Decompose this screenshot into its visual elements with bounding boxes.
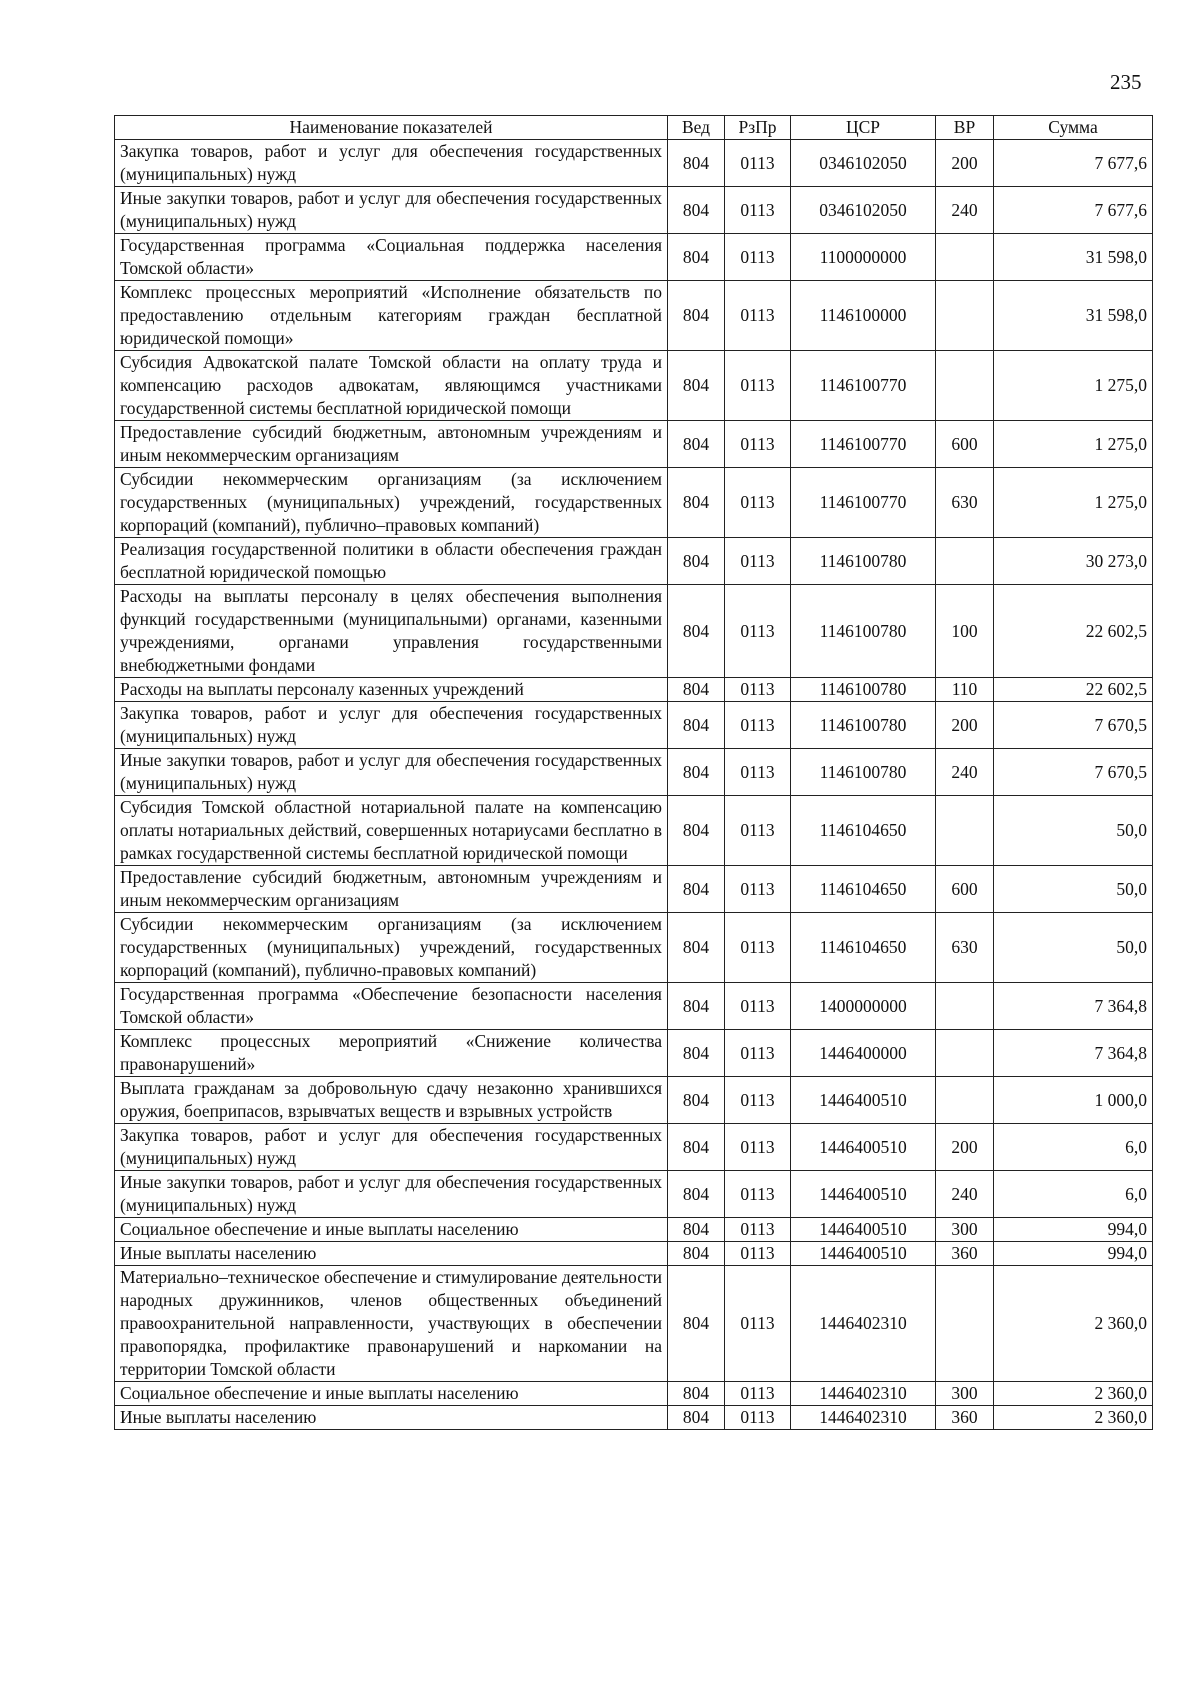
page-number: 235 (1110, 70, 1142, 94)
row-name-cell: Закупка товаров, работ и услуг для обеспечения государственных (муниципальных) нужд (115, 702, 668, 749)
table-row (115, 1218, 1153, 1242)
row-rzpr-cell: 0113 (725, 702, 791, 749)
header-vr: ВР (936, 116, 994, 140)
row-csr-cell: 1146100780 (791, 749, 936, 796)
row-vr-cell: 300 (936, 1218, 994, 1242)
row-ved-cell: 804 (668, 281, 725, 351)
row-sum-cell: 7 364,8 (994, 1030, 1153, 1077)
row-name-cell: Субсидии некоммерческим организациям (за исключением государственных (муниципальных) учреждений, государственных корпораций (компаний), публично-правовых компаний) (115, 913, 668, 983)
row-ved-cell: 804 (668, 866, 725, 913)
row-ved-cell: 804 (668, 913, 725, 983)
table-row (115, 1030, 1153, 1077)
table-row (115, 421, 1153, 468)
row-csr-cell: 1146100780 (791, 585, 936, 678)
table-row (115, 1266, 1153, 1382)
row-vr-cell: 100 (936, 585, 994, 678)
table-row (115, 913, 1153, 983)
row-ved-cell: 804 (668, 1266, 725, 1382)
row-rzpr-cell: 0113 (725, 796, 791, 866)
header-name: Наименование показателей (115, 116, 668, 140)
row-ved-cell: 804 (668, 1171, 725, 1218)
row-vr-cell: 110 (936, 678, 994, 702)
row-sum-cell: 1 275,0 (994, 351, 1153, 421)
table-row (115, 468, 1153, 538)
row-ved-cell: 804 (668, 538, 725, 585)
row-vr-cell (936, 983, 994, 1030)
table-row (115, 1171, 1153, 1218)
row-rzpr-cell: 0113 (725, 187, 791, 234)
row-csr-cell: 0346102050 (791, 187, 936, 234)
row-name-cell: Предоставление субсидий бюджетным, автономным учреждениям и иным некоммерческим организациям (115, 421, 668, 468)
row-sum-cell: 30 273,0 (994, 538, 1153, 585)
header-rzpr: РзПр (725, 116, 791, 140)
row-vr-cell (936, 234, 994, 281)
row-rzpr-cell: 0113 (725, 1077, 791, 1124)
header-csr: ЦСР (791, 116, 936, 140)
row-ved-cell: 804 (668, 1077, 725, 1124)
row-name-cell: Выплата гражданам за добровольную сдачу незаконно хранившихся оружия, боеприпасов, взрывчатых веществ и взрывных устройств (115, 1077, 668, 1124)
row-csr-cell: 1146104650 (791, 796, 936, 866)
row-csr-cell: 1146100780 (791, 702, 936, 749)
row-sum-cell: 6,0 (994, 1124, 1153, 1171)
row-csr-cell: 1146100000 (791, 281, 936, 351)
row-csr-cell: 1146100780 (791, 538, 936, 585)
row-csr-cell: 1446400510 (791, 1124, 936, 1171)
table-header-row (115, 116, 1153, 140)
row-csr-cell: 1400000000 (791, 983, 936, 1030)
header-ved: Вед (668, 116, 725, 140)
row-vr-cell: 630 (936, 468, 994, 538)
row-name-cell: Государственная программа «Обеспечение безопасности населения Томской области» (115, 983, 668, 1030)
row-rzpr-cell: 0113 (725, 913, 791, 983)
row-rzpr-cell: 0113 (725, 866, 791, 913)
row-vr-cell: 240 (936, 187, 994, 234)
row-rzpr-cell: 0113 (725, 281, 791, 351)
row-rzpr-cell: 0113 (725, 1124, 791, 1171)
row-vr-cell: 240 (936, 1171, 994, 1218)
table-row (115, 749, 1153, 796)
row-sum-cell: 994,0 (994, 1218, 1153, 1242)
row-vr-cell (936, 351, 994, 421)
row-vr-cell: 240 (936, 749, 994, 796)
row-name-cell: Иные закупки товаров, работ и услуг для обеспечения государственных (муниципальных) нужд (115, 1171, 668, 1218)
table-row (115, 796, 1153, 866)
table-row (115, 1406, 1153, 1430)
row-vr-cell (936, 1077, 994, 1124)
row-name-cell: Государственная программа «Социальная поддержка населения Томской области» (115, 234, 668, 281)
row-ved-cell: 804 (668, 702, 725, 749)
row-ved-cell: 804 (668, 678, 725, 702)
row-sum-cell: 6,0 (994, 1171, 1153, 1218)
row-name-cell: Субсидии некоммерческим организациям (за исключением государственных (муниципальных) учреждений, государственных корпораций (компаний), публично–правовых компаний) (115, 468, 668, 538)
row-sum-cell: 1 275,0 (994, 468, 1153, 538)
row-name-cell: Иные выплаты населению (115, 1406, 668, 1430)
row-csr-cell: 1146104650 (791, 913, 936, 983)
row-vr-cell: 600 (936, 866, 994, 913)
table-row (115, 234, 1153, 281)
row-sum-cell: 1 275,0 (994, 421, 1153, 468)
row-csr-cell: 1446402310 (791, 1382, 936, 1406)
row-rzpr-cell: 0113 (725, 468, 791, 538)
row-rzpr-cell: 0113 (725, 1242, 791, 1266)
table-row (115, 351, 1153, 421)
row-name-cell: Субсидия Адвокатской палате Томской области на оплату труда и компенсацию расходов адвокатам, являющимся участниками государственной системы бесплатной юридической помощи (115, 351, 668, 421)
table-row (115, 1124, 1153, 1171)
row-name-cell: Иные выплаты населению (115, 1242, 668, 1266)
row-csr-cell: 1446400510 (791, 1242, 936, 1266)
row-ved-cell: 804 (668, 351, 725, 421)
row-name-cell: Субсидия Томской областной нотариальной палате на компенсацию оплаты нотариальных действий, совершенных нотариусами бесплатно в рамках государственной системы бесплатной юридической помощи (115, 796, 668, 866)
row-vr-cell: 200 (936, 140, 994, 187)
table-row (115, 538, 1153, 585)
row-name-cell: Материально–техническое обеспечение и стимулирование деятельности народных дружинников, членов общественных объединений правоохранительной направленности, участвующих в обеспечении правопорядка, профилактике правонарушений и наркомании на территории Томской области (115, 1266, 668, 1382)
row-ved-cell: 804 (668, 1030, 725, 1077)
row-vr-cell (936, 281, 994, 351)
row-ved-cell: 804 (668, 796, 725, 866)
row-name-cell: Реализация государственной политики в области обеспечения граждан бесплатной юридической помощью (115, 538, 668, 585)
header-sum: Сумма (994, 116, 1153, 140)
row-ved-cell: 804 (668, 1218, 725, 1242)
row-vr-cell: 360 (936, 1406, 994, 1430)
row-vr-cell (936, 1266, 994, 1382)
table-row (115, 187, 1153, 234)
row-ved-cell: 804 (668, 140, 725, 187)
row-rzpr-cell: 0113 (725, 1266, 791, 1382)
row-sum-cell: 50,0 (994, 796, 1153, 866)
table-row (115, 140, 1153, 187)
row-ved-cell: 804 (668, 234, 725, 281)
row-csr-cell: 1146104650 (791, 866, 936, 913)
row-name-cell: Закупка товаров, работ и услуг для обеспечения государственных (муниципальных) нужд (115, 140, 668, 187)
row-sum-cell: 22 602,5 (994, 678, 1153, 702)
row-sum-cell: 1 000,0 (994, 1077, 1153, 1124)
row-sum-cell: 2 360,0 (994, 1266, 1153, 1382)
row-sum-cell: 7 670,5 (994, 702, 1153, 749)
row-name-cell: Закупка товаров, работ и услуг для обеспечения государственных (муниципальных) нужд (115, 1124, 668, 1171)
table-row (115, 1077, 1153, 1124)
table-row (115, 281, 1153, 351)
row-ved-cell: 804 (668, 1406, 725, 1430)
table-row (115, 678, 1153, 702)
row-csr-cell: 1446402310 (791, 1406, 936, 1430)
row-sum-cell: 50,0 (994, 866, 1153, 913)
row-rzpr-cell: 0113 (725, 351, 791, 421)
row-csr-cell: 1446400510 (791, 1218, 936, 1242)
row-csr-cell: 1446402310 (791, 1266, 936, 1382)
table-row (115, 702, 1153, 749)
row-csr-cell: 1146100780 (791, 678, 936, 702)
row-sum-cell: 50,0 (994, 913, 1153, 983)
row-vr-cell (936, 1030, 994, 1077)
row-ved-cell: 804 (668, 585, 725, 678)
table-body (115, 140, 1153, 1430)
row-vr-cell: 200 (936, 1124, 994, 1171)
row-sum-cell: 7 364,8 (994, 983, 1153, 1030)
row-csr-cell: 1446400000 (791, 1030, 936, 1077)
row-sum-cell: 7 670,5 (994, 749, 1153, 796)
row-rzpr-cell: 0113 (725, 585, 791, 678)
row-vr-cell (936, 538, 994, 585)
row-rzpr-cell: 0113 (725, 421, 791, 468)
row-name-cell: Расходы на выплаты персоналу казенных учреждений (115, 678, 668, 702)
row-vr-cell (936, 796, 994, 866)
row-name-cell: Комплекс процессных мероприятий «Снижение количества правонарушений» (115, 1030, 668, 1077)
row-ved-cell: 804 (668, 749, 725, 796)
row-csr-cell: 1146100770 (791, 468, 936, 538)
row-csr-cell: 0346102050 (791, 140, 936, 187)
row-ved-cell: 804 (668, 983, 725, 1030)
row-name-cell: Иные закупки товаров, работ и услуг для обеспечения государственных (муниципальных) нужд (115, 749, 668, 796)
row-name-cell: Социальное обеспечение и иные выплаты населению (115, 1382, 668, 1406)
row-csr-cell: 1146100770 (791, 351, 936, 421)
row-vr-cell: 300 (936, 1382, 994, 1406)
row-csr-cell: 1446400510 (791, 1171, 936, 1218)
row-rzpr-cell: 0113 (725, 1171, 791, 1218)
table-row (115, 983, 1153, 1030)
row-sum-cell: 994,0 (994, 1242, 1153, 1266)
row-rzpr-cell: 0113 (725, 1382, 791, 1406)
row-name-cell: Иные закупки товаров, работ и услуг для обеспечения государственных (муниципальных) нужд (115, 187, 668, 234)
row-csr-cell: 1146100770 (791, 421, 936, 468)
row-ved-cell: 804 (668, 1382, 725, 1406)
budget-table (114, 115, 1153, 1430)
row-rzpr-cell: 0113 (725, 1030, 791, 1077)
row-rzpr-cell: 0113 (725, 234, 791, 281)
row-rzpr-cell: 0113 (725, 538, 791, 585)
row-ved-cell: 804 (668, 468, 725, 538)
row-sum-cell: 2 360,0 (994, 1382, 1153, 1406)
row-sum-cell: 7 677,6 (994, 140, 1153, 187)
row-sum-cell: 31 598,0 (994, 281, 1153, 351)
row-name-cell: Социальное обеспечение и иные выплаты населению (115, 1218, 668, 1242)
row-ved-cell: 804 (668, 1124, 725, 1171)
row-rzpr-cell: 0113 (725, 749, 791, 796)
row-vr-cell: 200 (936, 702, 994, 749)
row-sum-cell: 2 360,0 (994, 1406, 1153, 1430)
row-vr-cell: 630 (936, 913, 994, 983)
row-ved-cell: 804 (668, 421, 725, 468)
row-name-cell: Расходы на выплаты персоналу в целях обеспечения выполнения функций государственными (муниципальными) органами, казенными учреждениями, органами управления государственными внебюджетными фондами (115, 585, 668, 678)
row-rzpr-cell: 0113 (725, 1218, 791, 1242)
row-rzpr-cell: 0113 (725, 983, 791, 1030)
table-row (115, 1382, 1153, 1406)
row-rzpr-cell: 0113 (725, 678, 791, 702)
row-ved-cell: 804 (668, 1242, 725, 1266)
table-row (115, 866, 1153, 913)
row-vr-cell: 360 (936, 1242, 994, 1266)
table-row (115, 585, 1153, 678)
row-csr-cell: 1100000000 (791, 234, 936, 281)
row-rzpr-cell: 0113 (725, 140, 791, 187)
row-sum-cell: 31 598,0 (994, 234, 1153, 281)
row-csr-cell: 1446400510 (791, 1077, 936, 1124)
row-ved-cell: 804 (668, 187, 725, 234)
row-sum-cell: 7 677,6 (994, 187, 1153, 234)
row-vr-cell: 600 (936, 421, 994, 468)
row-sum-cell: 22 602,5 (994, 585, 1153, 678)
table-row (115, 1242, 1153, 1266)
row-rzpr-cell: 0113 (725, 1406, 791, 1430)
row-name-cell: Предоставление субсидий бюджетным, автономным учреждениям и иным некоммерческим организациям (115, 866, 668, 913)
row-name-cell: Комплекс процессных мероприятий «Исполнение обязательств по предоставлению отдельным категориям граждан бесплатной юридической помощи» (115, 281, 668, 351)
